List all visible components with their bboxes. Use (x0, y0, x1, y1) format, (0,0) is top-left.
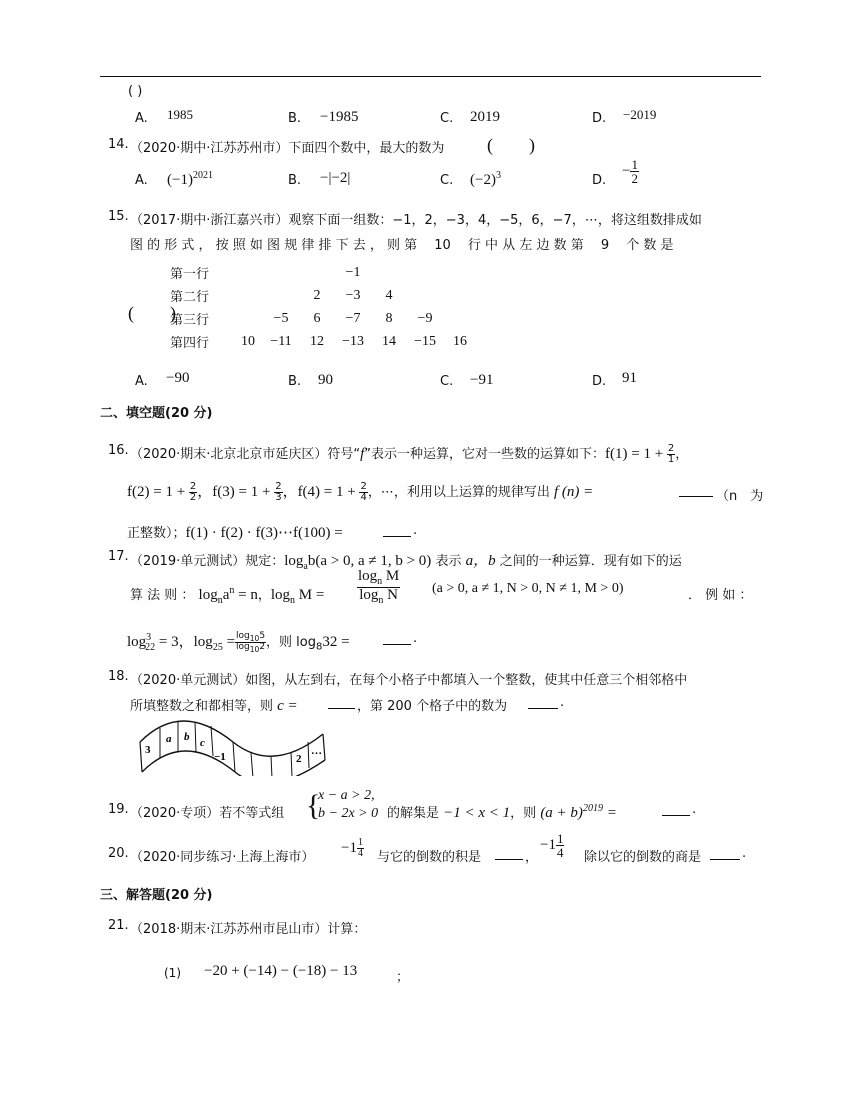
question-number: 18. (108, 669, 129, 684)
triangle-cell (298, 261, 336, 284)
triangle-cell: 2 (313, 287, 321, 303)
cell-label: 2 (296, 753, 302, 765)
triangle-cell: 16 (453, 333, 467, 349)
answer-blank[interactable] (383, 632, 411, 645)
triangle-cell: 10 (241, 333, 255, 349)
answer-blank[interactable] (710, 847, 740, 860)
row-label: 第二行 (170, 290, 210, 305)
mixed-number: −1 $\frac{1}{4}$ (540, 831, 564, 860)
triangle-cell: 6 (313, 310, 321, 326)
triangle-cell (264, 261, 298, 284)
triangle-cell (264, 284, 298, 307)
triangle-row (170, 261, 478, 284)
question-text: (a > 0, a ≠ 1, N > 0, N ≠ 1, M > 0) (432, 581, 624, 596)
option-letter: B. (288, 111, 302, 126)
section-heading: 二、填空题(20 分) (100, 406, 213, 421)
option-letter: D. (592, 111, 607, 126)
log-fraction: $\frac{\log_n M}{\log_n N}$ (358, 568, 400, 606)
triangle-cell: 14 (382, 333, 396, 349)
question-text: （n 为 (716, 489, 764, 504)
answer-blank[interactable] (528, 696, 558, 709)
option-letter: A. (135, 374, 148, 389)
row-label: 第三行 (170, 313, 210, 328)
question-text: 所填整数之和都相等，则 c = (130, 698, 298, 714)
question-text: ． 例 如 ： (688, 588, 753, 603)
option-letter: D. (592, 173, 607, 188)
question-number: 21. (108, 918, 129, 933)
triangle-cell (232, 307, 264, 330)
cell-label: b (184, 731, 190, 743)
answer-blank[interactable] (662, 803, 690, 816)
option-value: −90 (166, 370, 190, 386)
question-text: （2017·期中·浙江嘉兴市）观察下面一组数：−1，2，−3，4，−5，6，−7，⋯，将这组数排成如 (130, 213, 702, 228)
option-value: 91 (622, 370, 637, 386)
option-value: −2019 (623, 107, 657, 122)
brace: { (306, 789, 321, 822)
question-text: . (413, 631, 418, 646)
option-value: 90 (318, 372, 333, 388)
option-letter: C. (440, 173, 454, 188)
system-line: x − a > 2, (318, 788, 375, 803)
question-text: . (742, 846, 747, 861)
option-letter: C. (440, 111, 454, 126)
question-text: 的解集是 −1 < x < 1，则 $(a + b)^{2019}$ = (387, 803, 617, 821)
question-text: 正整数）；f(1) · f(2) · f(3)⋯f(100) = (127, 525, 343, 541)
option-value: − $\frac{1}{2}$ (622, 157, 638, 186)
question-number: 17. (108, 549, 129, 564)
question-text: （2018·期末·江苏苏州市昆山市）计算： (130, 922, 367, 937)
question-text: （2020·期末·北京北京市延庆区）符号“f”表示一种运算，它对一些数的运算如下：f(1) = 1 + $\frac{2}{1}$ ， (130, 443, 689, 465)
cell-label: −1 (214, 751, 226, 763)
triangle-cell: −5 (273, 310, 289, 326)
triangle-cell: −7 (345, 310, 361, 326)
option-letter: B. (288, 374, 302, 389)
question-number: 20. (108, 846, 129, 861)
answer-paren: ( ) (487, 135, 535, 155)
sub-question-label: (1) (164, 966, 181, 980)
option-letter: C. (440, 374, 454, 389)
question-text: $\log^3_{22} = 3$，$\log_{25}$ = $\frac{\log_{10}5}{\log_{10}2}$ ，则 $\log_832$ = (127, 630, 350, 654)
triangle-cell (442, 261, 478, 284)
cell-label: … (311, 745, 322, 757)
wave-strip-figure (138, 718, 328, 776)
question-text: ； (396, 970, 410, 985)
section-heading: 三、解答题(20 分) (100, 888, 213, 903)
question-text: ， (525, 850, 539, 865)
answer-blank[interactable] (383, 524, 411, 537)
answer-blank[interactable] (679, 484, 713, 497)
question-text: . (692, 802, 697, 817)
option-letter: D. (592, 374, 607, 389)
triangle-cell: −1 (345, 264, 361, 280)
option-value: $(-2)^3$ (470, 170, 501, 188)
question-text: ，第 200 个格子中的数为 (357, 699, 508, 714)
question-text: 算 法 则 ： $\log_na^n = n$，$\log_n M$ = (130, 585, 325, 606)
question-text: 与它的倒数的积是 (377, 850, 482, 865)
triangle-cell (408, 284, 442, 307)
triangle-cell (442, 284, 478, 307)
question-text: . (560, 695, 565, 710)
question-number: 16. (108, 443, 129, 458)
option-letter: A. (135, 173, 148, 188)
triangle-cell (232, 284, 264, 307)
triangle-cell: 4 (385, 287, 393, 303)
row-label: 第一行 (170, 267, 210, 282)
question-text: （2020·单元测试）如图，从左到右，在每个小格子中都填入一个整数，使其中任意三个相邻格中 (130, 673, 688, 688)
number-triangle (170, 261, 478, 353)
system-line: b − 2x > 0 (318, 806, 379, 821)
option-value: −1985 (320, 109, 359, 125)
triangle-cell: −13 (342, 333, 364, 349)
cell-label: c (200, 737, 205, 749)
row-label: 第四行 (170, 336, 210, 351)
answer-blank[interactable] (495, 847, 523, 860)
question-number: 15. (108, 209, 129, 224)
header-rule (100, 76, 761, 77)
cell-label: 3 (145, 744, 151, 756)
question-text: f(2) = 1 + $\frac{2}{2}$ ，f(3) = 1 + $\frac{2}{3}$ ，f(4) = 1 + $\frac{2}{4}$ ，⋯，利用以上运算的规律写出 f (n) = (127, 481, 594, 503)
expression: −20 + (−14) − (−18) − 13 (204, 963, 358, 979)
question-number: 19. (108, 802, 129, 817)
triangle-cell: 8 (385, 310, 393, 326)
cell-label: a (166, 733, 172, 745)
question-number: 14. (108, 137, 129, 152)
triangle-cell (442, 307, 478, 330)
question-text: （2020·专项）若不等式组 (130, 806, 285, 821)
triangle-cell (408, 261, 442, 284)
triangle-row (170, 330, 478, 353)
triangle-cell: −3 (345, 287, 361, 303)
option-letter: B. (288, 173, 302, 188)
triangle-cell: −11 (270, 333, 292, 349)
question-text: . (413, 523, 418, 538)
question-text: 除以它的倒数的商是 (584, 850, 702, 865)
question-text: （2019·单元测试）规定：$\log_ab(a > 0$, a ≠ 1, b > 0) 表示 a，b 之间的一种运算．现有如下的运 (130, 553, 682, 572)
answer-paren: ( ) (128, 84, 143, 99)
option-value: −91 (470, 372, 494, 388)
question-text: （2020·期中·江苏苏州市）下面四个数中，最大的数为 (130, 141, 445, 156)
answer-paren: ( ) (128, 303, 176, 323)
question-text: 图 的 形 式 ， 按 照 如 图 规 律 排 下 去 ， 则 第 10 行 中 从 左 边 数 第 9 个 数 是 (130, 238, 674, 253)
option-value: $(-1)^{2021}$ (167, 170, 213, 188)
option-value: −|−2| (320, 170, 351, 186)
triangle-cell: −15 (414, 333, 436, 349)
triangle-cell (370, 261, 408, 284)
triangle-row (170, 307, 478, 330)
option-letter: A. (135, 111, 148, 126)
triangle-row (170, 284, 478, 307)
mixed-number: −1 $\frac{1}{4}$ (341, 837, 363, 859)
triangle-cell: −9 (417, 310, 433, 326)
answer-blank[interactable] (328, 696, 355, 709)
question-text: （2020·同步练习·上海上海市） (130, 850, 315, 865)
option-value: 2019 (470, 109, 500, 125)
option-value: 1985 (167, 107, 193, 122)
triangle-cell (232, 261, 264, 284)
triangle-cell: 12 (310, 333, 324, 349)
